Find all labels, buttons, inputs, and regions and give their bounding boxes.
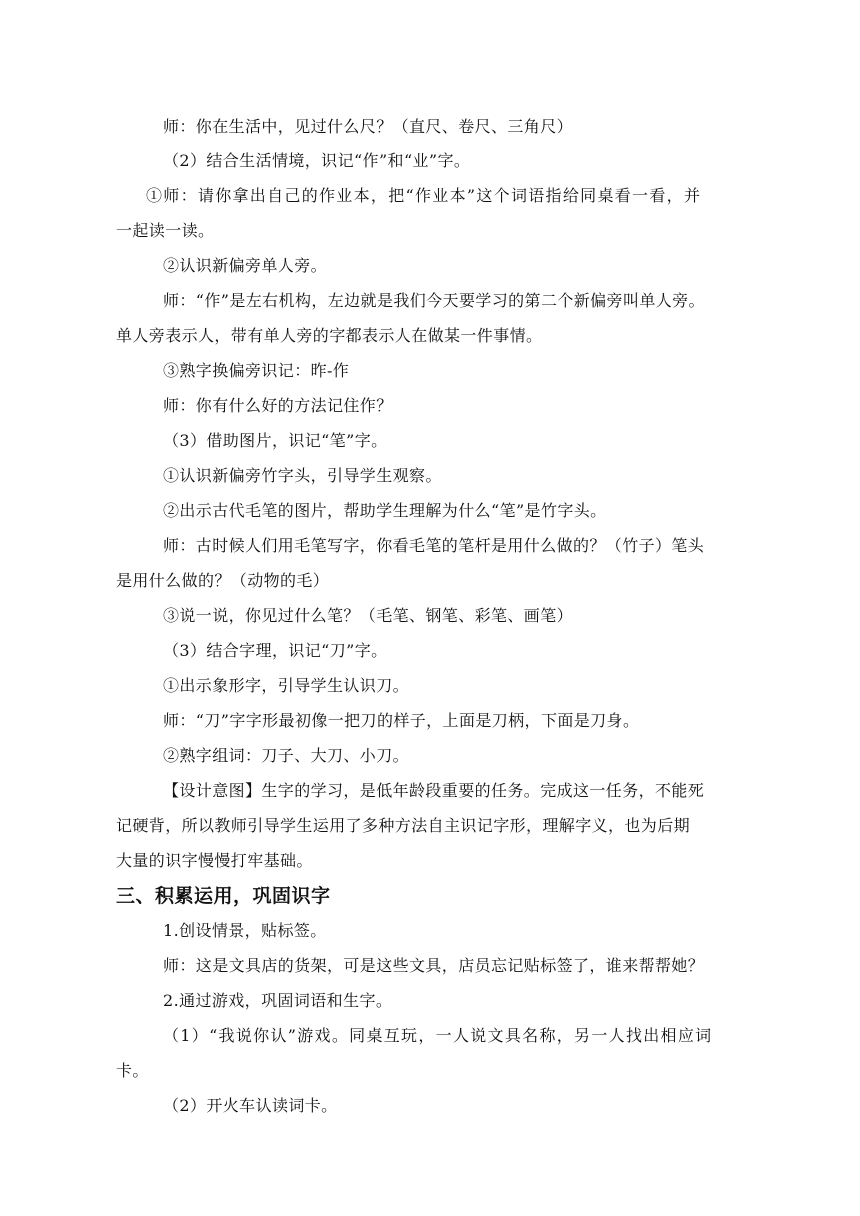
paragraph-line: 一起读一读。 bbox=[116, 221, 215, 240]
paragraph-line: 1.创设情景，贴标签。 bbox=[163, 921, 327, 940]
paragraph-line: （3）借助图片，识记“笔”字。 bbox=[163, 431, 388, 450]
paragraph-line: 单人旁表示人，带有单人旁的字都表示人在做某一件事情。 bbox=[116, 326, 543, 345]
paragraph-line: ①师：请你拿出自己的作业本，把“作业本”这个词语指给同桌看一看，并 bbox=[146, 186, 702, 205]
paragraph-line: 师：这是文具店的货架，可是这些文具，店员忘记贴标签了，谁来帮帮她？ bbox=[163, 956, 705, 975]
paragraph-line: ②出示古代毛笔的图片，帮助学生理解为什么“笔”是竹字头。 bbox=[163, 501, 607, 520]
paragraph-line: ②认识新偏旁单人旁。 bbox=[163, 256, 328, 275]
paragraph-line: ②熟字组词：刀子、大刀、小刀。 bbox=[163, 746, 410, 765]
paragraph-line: （2）结合生活情境，识记“作”和“业”字。 bbox=[163, 151, 471, 170]
paragraph-line: 师：古时候人们用毛笔写字，你看毛笔的笔杆是用什么做的？（竹子）笔头 bbox=[163, 536, 705, 555]
design-intent-line: 大量的识字慢慢打牢基础。 bbox=[116, 851, 313, 870]
paragraph-line: （1）“我说你认”游戏。同桌互玩，一人说文具名称，另一人找出相应词 bbox=[163, 1026, 713, 1045]
paragraph-line: （3）结合字理，识记“刀”字。 bbox=[163, 641, 388, 660]
paragraph-line: ③熟字换偏旁识记：昨-作 bbox=[163, 361, 350, 380]
paragraph-line: 师：你有什么好的方法记住作？ bbox=[163, 396, 393, 415]
paragraph-line: ③说一说，你见过什么笔？（毛笔、钢笔、彩笔、画笔） bbox=[163, 606, 574, 625]
paragraph-line: 师：你在生活中，见过什么尺？（直尺、卷尺、三角尺） bbox=[163, 117, 574, 136]
paragraph-line: 是用什么做的？（动物的毛） bbox=[116, 571, 330, 590]
paragraph-line: （2）开火车认读词卡。 bbox=[163, 1096, 338, 1115]
paragraph-line: ①认识新偏旁竹字头，引导学生观察。 bbox=[163, 466, 442, 485]
paragraph-line: 师：“刀”字字形最初像一把刀的样子，上面是刀柄，下面是刀身。 bbox=[163, 711, 640, 730]
paragraph-line: 师：“作”是左右机构，左边就是我们今天要学习的第二个新偏旁叫单人旁。 bbox=[163, 291, 705, 310]
design-intent-line: 【设计意图】生字的学习，是低年龄段重要的任务。完成这一任务，不能死 bbox=[163, 781, 705, 800]
section-heading: 三、积累运用，巩固识字 bbox=[116, 885, 331, 907]
design-intent-line: 记硬背，所以教师引导学生运用了多种方法自主识记字形，理解字义，也为后期 bbox=[116, 816, 691, 835]
paragraph-line: ①出示象形字，引导学生认识刀。 bbox=[163, 676, 410, 695]
paragraph-line: 2.通过游戏，巩固词语和生字。 bbox=[163, 991, 393, 1010]
paragraph-line: 卡。 bbox=[116, 1061, 149, 1080]
